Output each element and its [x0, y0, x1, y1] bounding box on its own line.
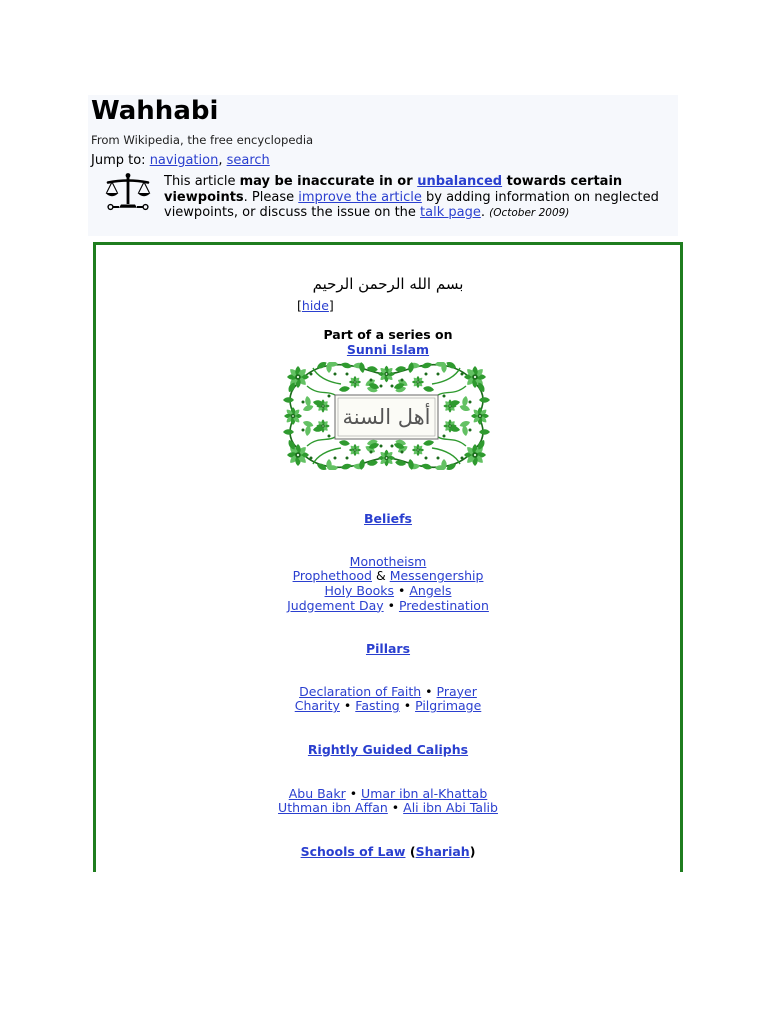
section-heading [96, 742, 680, 758]
notice-line [164, 190, 659, 206]
charity-link[interactable]: Charity [294, 698, 340, 714]
emblem-text: أهل السنة [342, 405, 431, 429]
page-title: Wahhabi [91, 96, 219, 126]
notice-date: (October 2009) [489, 207, 570, 219]
notice-bold-text: may be inaccurate in or [239, 174, 418, 189]
pillars-link[interactable]: Pillars [365, 641, 411, 656]
hide-bracket-close: ] [328, 298, 334, 313]
shariah-link[interactable]: Shariah [415, 844, 470, 859]
hide-link[interactable]: hide [301, 298, 329, 313]
bullet-separator: • [383, 597, 399, 613]
list-item [96, 569, 680, 584]
notice-text: This article [164, 174, 240, 189]
ahl-al-sunnah-emblem [283, 362, 490, 470]
bullet-separator: • [421, 683, 437, 699]
site-subtitle: From Wikipedia, the free encyclopedia [91, 133, 314, 147]
rightly-guided-caliphs-link[interactable]: Rightly Guided Caliphs [307, 742, 469, 757]
messengership-link[interactable]: Messengership [389, 568, 484, 584]
pillars-list [96, 685, 680, 714]
uthman-link[interactable]: Uthman ibn Affan [278, 800, 388, 816]
list-item [96, 584, 680, 599]
scales-icon [104, 172, 152, 212]
jump-to-label: Jump to: [91, 153, 150, 168]
paren-open: ( [405, 844, 416, 859]
jump-to-links [91, 153, 270, 169]
sunni-islam-link[interactable]: Sunni Islam [346, 342, 430, 357]
notice-text: . [480, 205, 490, 220]
prophethood-link[interactable]: Prophethood [292, 568, 372, 584]
paren-close: ) [469, 844, 476, 859]
ampersand: & [372, 568, 390, 584]
notice-text: . Please [243, 189, 299, 205]
notice-text: viewpoints, or discuss the issue on the [164, 205, 421, 220]
prayer-link[interactable]: Prayer [436, 683, 477, 699]
schools-of-law-link[interactable]: Schools of Law [300, 844, 406, 859]
list-item [96, 787, 680, 802]
section-heading [96, 641, 680, 657]
notice-bold-text: viewpoints [164, 189, 244, 205]
umar-link[interactable]: Umar ibn al-Khattab [361, 785, 488, 801]
talk-page-link[interactable]: talk page [420, 205, 481, 220]
bullet-separator: • [387, 800, 404, 816]
list-item [96, 685, 680, 700]
fasting-link[interactable]: Fasting [355, 698, 400, 714]
list-item [96, 599, 680, 614]
bullet-separator: • [394, 583, 410, 599]
section-heading [96, 511, 680, 527]
list-item [96, 699, 680, 714]
notice-text: by adding information on neglected [421, 189, 659, 205]
jump-separator: , [218, 153, 227, 168]
navigation-link[interactable]: navigation [149, 153, 219, 168]
holy-books-link[interactable]: Holy Books [324, 583, 395, 599]
bismillah-calligraphy: بسم الله الرحمن الرحيم [312, 275, 464, 293]
series-label: Part of a series on [323, 327, 453, 342]
hide-toggle [297, 298, 334, 314]
bullet-separator: • [339, 698, 356, 714]
declaration-of-faith-link[interactable]: Declaration of Faith [299, 683, 422, 699]
neutrality-notice [164, 174, 659, 222]
predestination-link[interactable]: Predestination [398, 597, 489, 613]
ali-link[interactable]: Ali ibn Abi Talib [403, 800, 498, 816]
list-item [96, 801, 680, 816]
hide-bracket-open: [ [297, 298, 302, 313]
search-link[interactable]: search [226, 153, 270, 168]
monotheism-link[interactable]: Monotheism [349, 553, 427, 569]
beliefs-list [96, 555, 680, 614]
bullet-separator: • [345, 785, 362, 801]
judgement-day-link[interactable]: Judgement Day [287, 597, 384, 613]
bullet-separator: • [399, 698, 416, 714]
section-heading [96, 844, 680, 860]
notice-line [164, 174, 659, 190]
improve-article-link[interactable]: improve the article [298, 189, 422, 205]
angels-link[interactable]: Angels [409, 583, 452, 599]
list-item [96, 555, 680, 570]
pilgrimage-link[interactable]: Pilgrimage [415, 698, 482, 714]
notice-bold-text: towards certain [502, 174, 623, 189]
notice-line [164, 205, 659, 222]
notice-bold [240, 174, 623, 189]
unbalanced-link[interactable]: unbalanced [417, 174, 503, 189]
beliefs-link[interactable]: Beliefs [364, 511, 412, 526]
caliphs-list [96, 787, 680, 816]
series-title [96, 342, 680, 358]
abu-bakr-link[interactable]: Abu Bakr [288, 785, 346, 801]
